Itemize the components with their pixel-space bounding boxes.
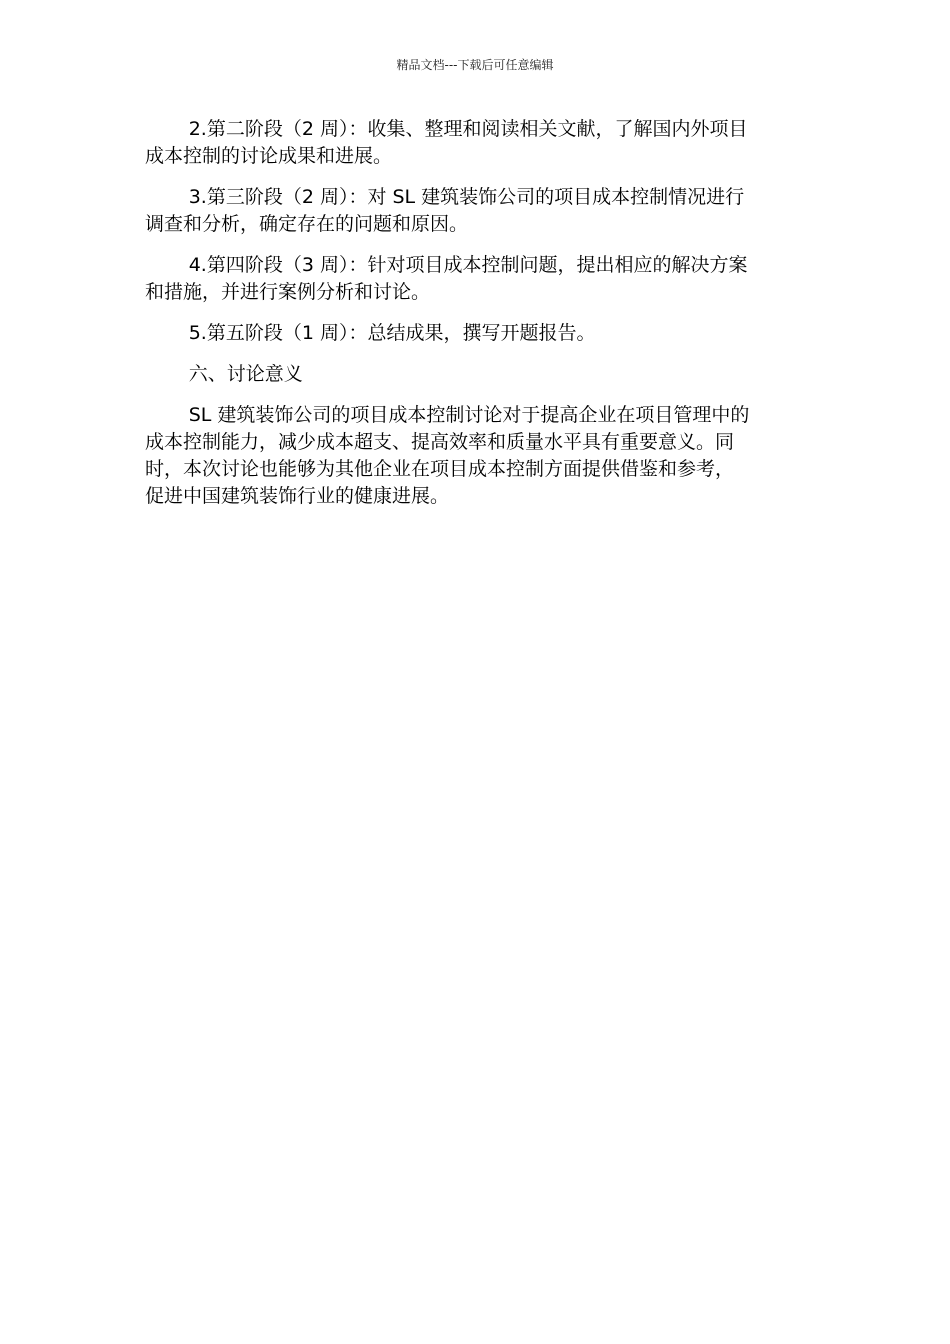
paragraph-line: 成本控制的讨论成果和进展。	[145, 145, 393, 167]
paragraph-line: 调查和分析，确定存在的问题和原因。	[145, 213, 469, 235]
paragraph-stage-5	[145, 320, 810, 347]
paragraph-line: 5.第五阶段（1 周）：总结成果，撰写开题报告。	[188, 322, 596, 344]
paragraph-stage-2	[145, 116, 810, 170]
paragraph-line: 促进中国建筑装饰行业的健康进展。	[145, 485, 450, 507]
page-header: 精品文档---下载后可任意编辑	[396, 58, 554, 72]
section-heading-significance	[145, 361, 810, 388]
document-body	[145, 116, 810, 524]
paragraph-line: 时，本次讨论也能够为其他企业在项目成本控制方面提供借鉴和参考，	[145, 458, 735, 480]
paragraph-line: 2.第二阶段（2 周）：收集、整理和阅读相关文献，了解国内外项目	[188, 118, 748, 140]
paragraph-line: 和措施，并进行案例分析和讨论。	[145, 281, 431, 303]
paragraph-line: 3.第三阶段（2 周）：对 SL 建筑装饰公司的项目成本控制情况进行	[188, 186, 745, 208]
paragraph-line: 成本控制能力，减少成本超支、提高效率和质量水平具有重要意义。同	[145, 431, 735, 453]
paragraph-stage-4	[145, 252, 810, 306]
paragraph-stage-3	[145, 184, 810, 238]
paragraph-line: SL 建筑装饰公司的项目成本控制讨论对于提高企业在项目管理中的	[188, 404, 750, 426]
section-heading: 六、讨论意义	[188, 363, 303, 385]
paragraph-significance	[145, 402, 810, 510]
paragraph-line: 4.第四阶段（3 周）：针对项目成本控制问题，提出相应的解决方案	[188, 254, 748, 276]
